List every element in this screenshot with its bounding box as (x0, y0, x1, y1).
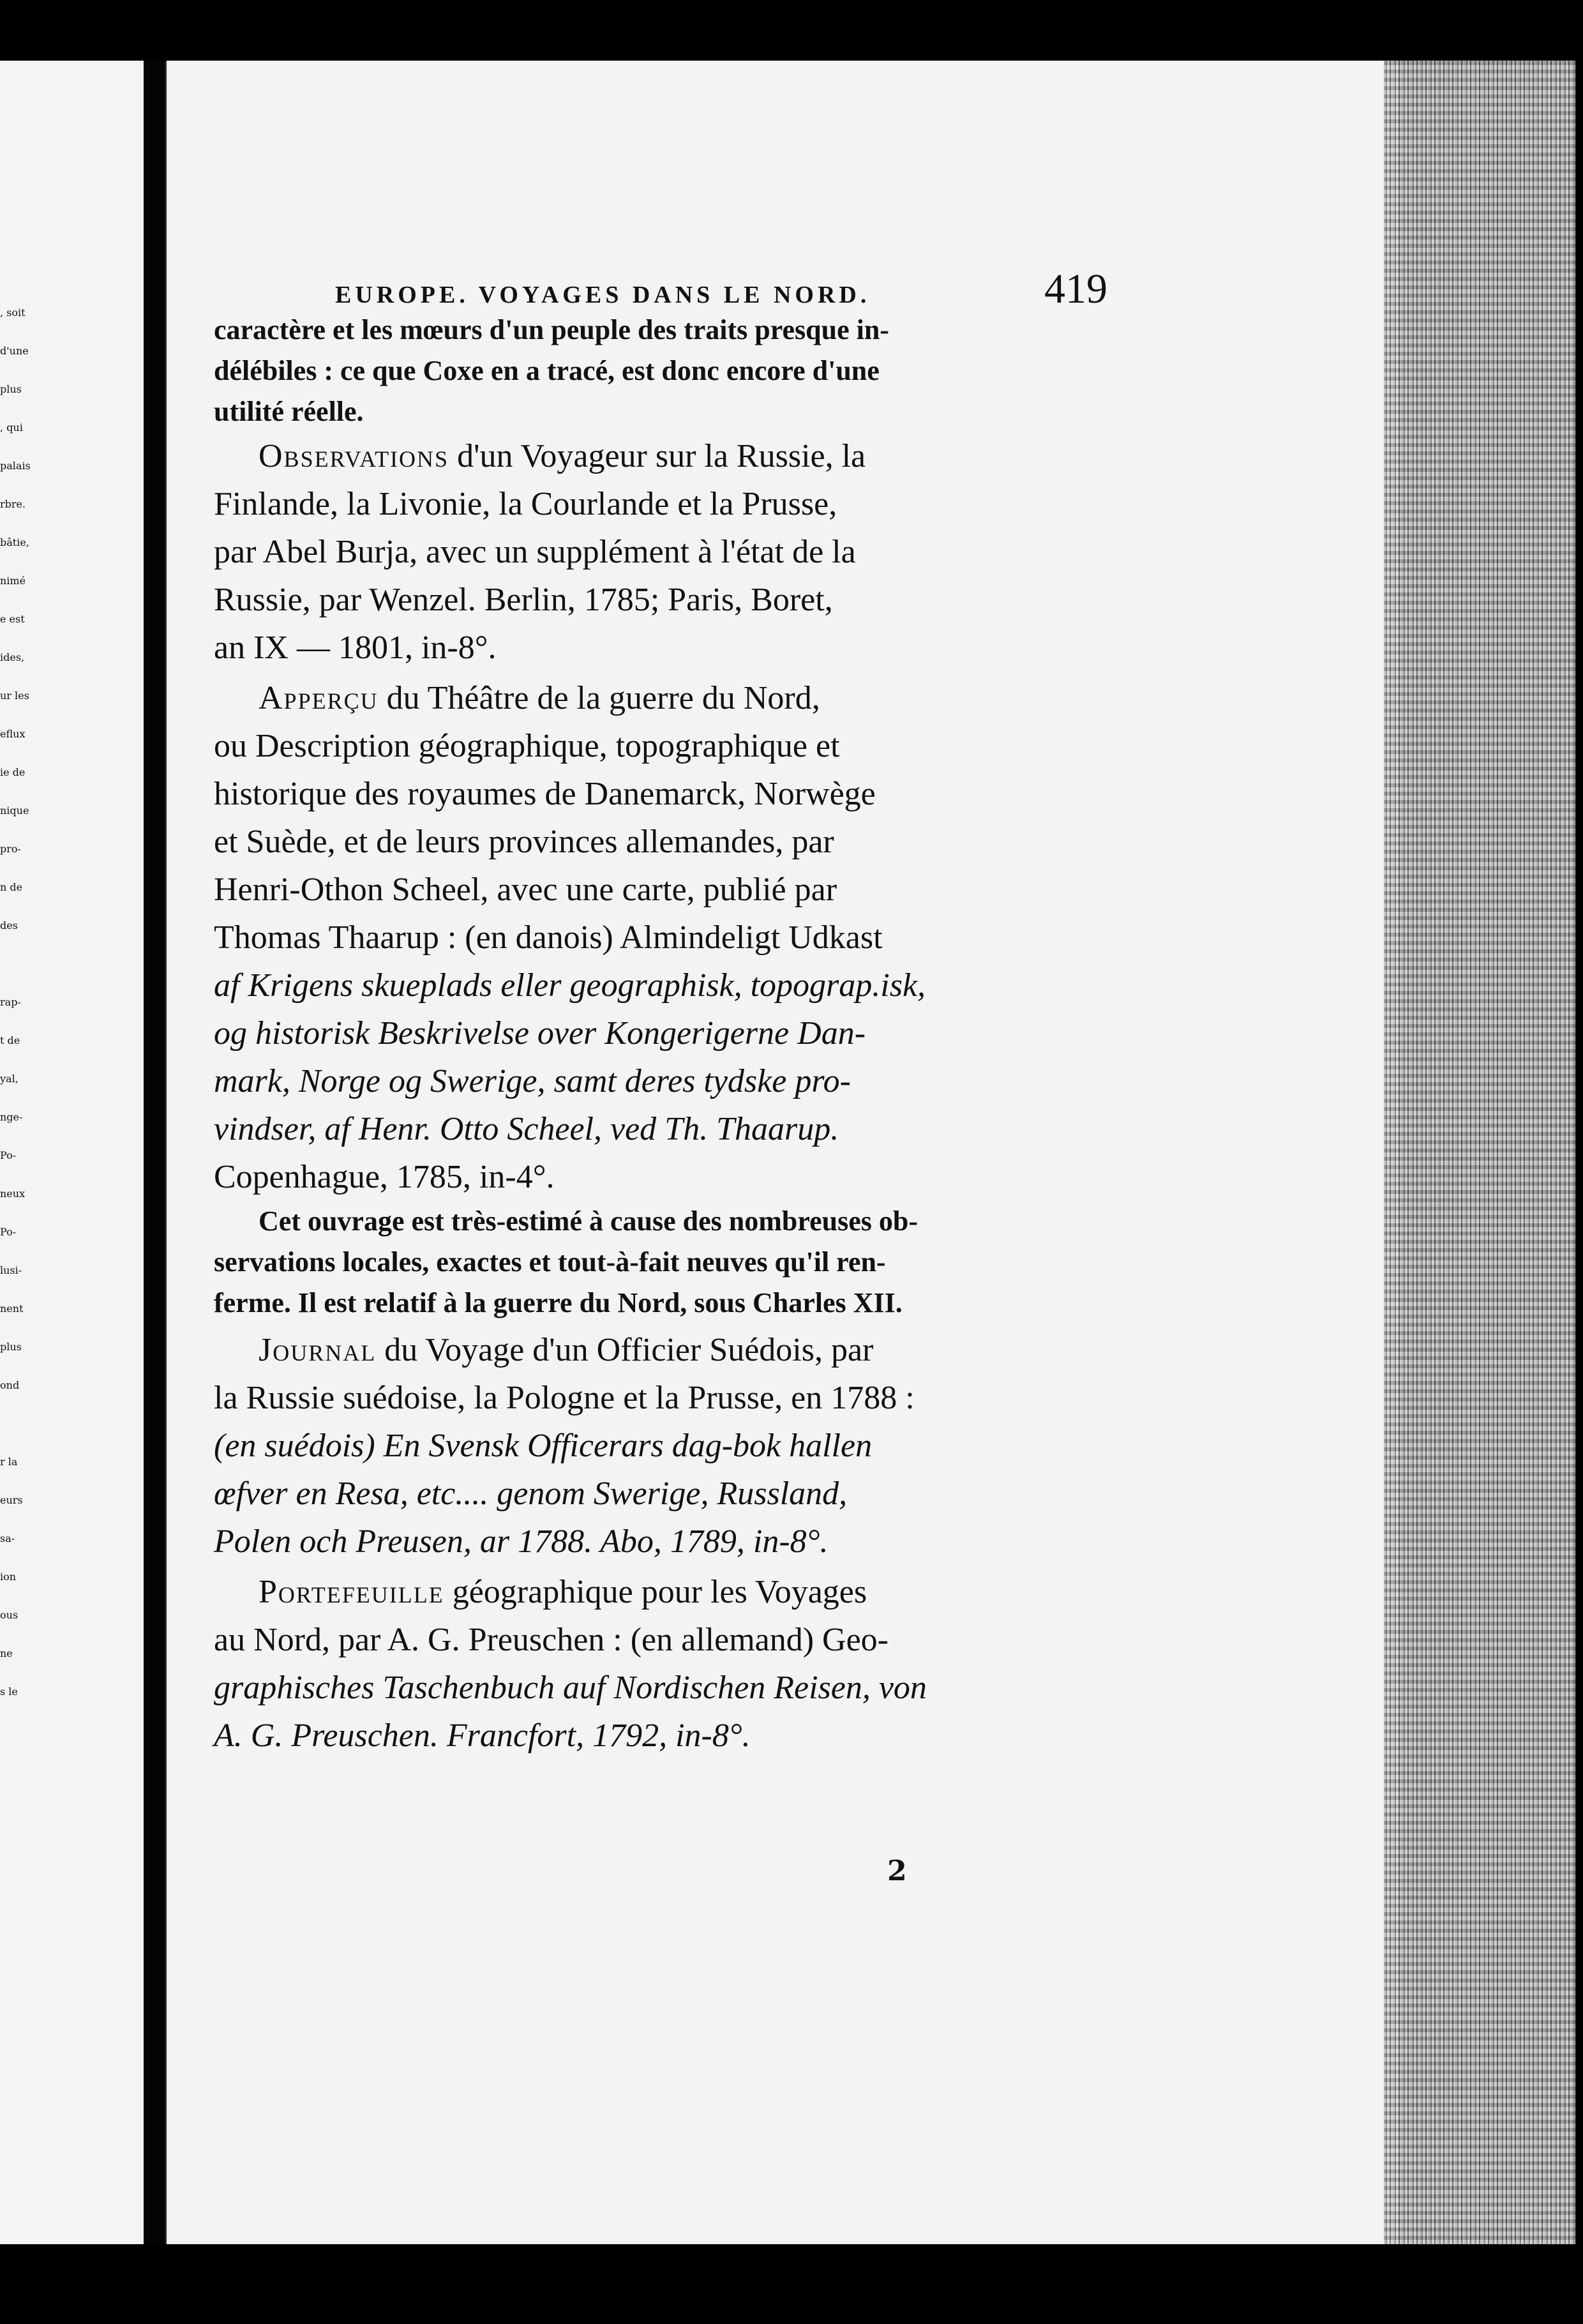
left-page-fragment-line: rap- (0, 996, 21, 1008)
text-line: et Suède, et de leurs provinces allemandes, par (214, 824, 834, 860)
text-line: Finlande, la Livonie, la Courlande et la Prusse, (214, 486, 837, 522)
left-page-fragment-line: eflux (0, 728, 26, 740)
entry-lead: Journal (259, 1332, 377, 1368)
text-line: A. G. Preuschen. Francfort, 1792, in-8°. (214, 1717, 751, 1754)
text-line: caractère et les mœurs d'un peuple des traits presque in- (214, 314, 889, 345)
signature-mark: 2 (887, 1855, 907, 1887)
left-page-fragment-line: palais (0, 460, 31, 472)
entry-first-line (214, 432, 1107, 480)
left-page-fragment-line: Po- (0, 1226, 17, 1238)
text-line: ou Description géographique, topographique et (214, 728, 840, 764)
left-page-fragment-line: neux (0, 1188, 26, 1200)
left-page-fragment-line: ur les (0, 690, 29, 702)
text-line: la Russie suédoise, la Pologne et la Prusse, en 1788 : (214, 1380, 915, 1416)
left-page-fragment-line: r la (0, 1456, 18, 1468)
running-head: EUROPE. VOYAGES DANS LE NORD. (335, 282, 871, 308)
continuation-paragraph (214, 310, 1107, 432)
text-line: vindser, af Henr. Otto Scheel, ved Th. Thaarup. (214, 1111, 839, 1147)
text-line: af Krigens skueplads eller geographisk, topograp.isk, (214, 967, 926, 1004)
text-line: mark, Norge og Swerige, samt deres tydske pro- (214, 1063, 851, 1099)
page-text-block (214, 265, 1107, 1760)
note-line: Cet ouvrage est très-estimé à cause des nombreuses ob- (259, 1205, 918, 1237)
left-page-fragment-line: , soit (0, 306, 26, 319)
left-page-fragment-line: bâtie, (0, 536, 29, 548)
left-page-fragment-line: d'une (0, 345, 29, 357)
left-page-fragment-line: nent (0, 1302, 24, 1315)
text-line: Copenhague, 1785, in-4°. (214, 1159, 555, 1195)
left-page-fragment-line: t de (0, 1034, 20, 1046)
entry-first-line (214, 1568, 1107, 1616)
left-page-fragment-line: ie de (0, 766, 26, 778)
left-page-fragment-line: nique (0, 804, 29, 817)
left-page-fragment-line: ides, (0, 651, 25, 663)
entry-first-rest: d'un Voyageur sur la Russie, la (449, 438, 866, 474)
entry-first-line (214, 1326, 1107, 1374)
left-page-fragment-line: Po- (0, 1149, 17, 1161)
entry-lead: Portefeuille (259, 1574, 444, 1610)
entry-first-rest: géographique pour les Voyages (444, 1574, 867, 1610)
text-line: Henri-Othon Scheel, avec une carte, publié par (214, 871, 837, 908)
entry-portefeuille (214, 1568, 1107, 1760)
note-line: ferme. Il est relatif à la guerre du Nord, sous Charles XII. (214, 1287, 903, 1318)
left-page-fragment-line: ond (0, 1379, 20, 1391)
entry-lead: Observations (259, 438, 449, 474)
text-line: historique des royaumes de Danemarck, Norwège (214, 776, 876, 812)
left-page-fragment-line: pro- (0, 843, 21, 855)
text-line: utilité réelle. (214, 396, 364, 427)
text-line: og historisk Beskrivelse over Kongerigerne Dan- (214, 1015, 866, 1052)
left-page-fragment-line: rbre. (0, 498, 26, 510)
page-number: 419 (1044, 266, 1107, 312)
page-header (214, 265, 1107, 310)
entry-appercu (214, 674, 1107, 1324)
left-page-fragment-line: plus (0, 1341, 22, 1353)
left-page-fragment-line: s le (0, 1686, 18, 1698)
entry-first-rest: du Voyage d'un Officier Suédois, par (376, 1332, 874, 1368)
left-page-fragment-line: des (0, 919, 18, 932)
text-line: par Abel Burja, avec un supplément à l'état de la (214, 534, 856, 570)
entry-first-line (214, 674, 1107, 722)
note-line: servations locales, exactes et tout-à-fait neuves qu'il ren- (214, 1246, 886, 1278)
text-line: (en suédois) En Svensk Officerars dag-bok hallen (214, 1428, 873, 1464)
left-page-fragment-line: ion (0, 1571, 17, 1583)
text-line: au Nord, par A. G. Preuschen : (en allemand) Geo- (214, 1622, 889, 1658)
left-page-fragment-line: n de (0, 881, 23, 893)
left-page-fragment-line: , qui (0, 421, 23, 434)
left-page-fragment-line: sa- (0, 1532, 15, 1544)
left-page-fragment-line: nimé (0, 575, 26, 587)
left-page-fragment-line: ne (0, 1647, 13, 1659)
page-edges (1384, 61, 1575, 2244)
entry-lead: Apperçu (259, 680, 379, 716)
text-line: Polen och Preusen, ar 1788. Abo, 1789, in-8°. (214, 1523, 829, 1560)
entry-observations (214, 432, 1107, 672)
entry-first-rest: du Théâtre de la guerre du Nord, (378, 680, 820, 716)
text-line: délébiles : ce que Coxe en a tracé, est donc encore d'une (214, 355, 880, 386)
text-line: Russie, par Wenzel. Berlin, 1785; Paris, Boret, (214, 582, 833, 618)
left-page-fragment-line: nge- (0, 1111, 23, 1123)
left-page-fragment-line: eurs (0, 1494, 23, 1506)
left-page-fragment-line: ous (0, 1609, 19, 1621)
entry-journal (214, 1326, 1107, 1566)
text-line: œfver en Resa, etc.... genom Swerige, Russland, (214, 1475, 848, 1512)
left-page-fragment-line: e est (0, 613, 25, 625)
left-page-fragment-line: yal, (0, 1073, 19, 1085)
text-line: graphisches Taschenbuch auf Nordischen Reisen, von (214, 1670, 927, 1706)
left-page-fragment-line: lusi- (0, 1264, 22, 1276)
text-line: Thomas Thaarup : (en danois) Almindeligt Udkast (214, 919, 883, 956)
text-line: an IX — 1801, in-8°. (214, 630, 497, 666)
left-page-fragment-line: plus (0, 383, 22, 395)
